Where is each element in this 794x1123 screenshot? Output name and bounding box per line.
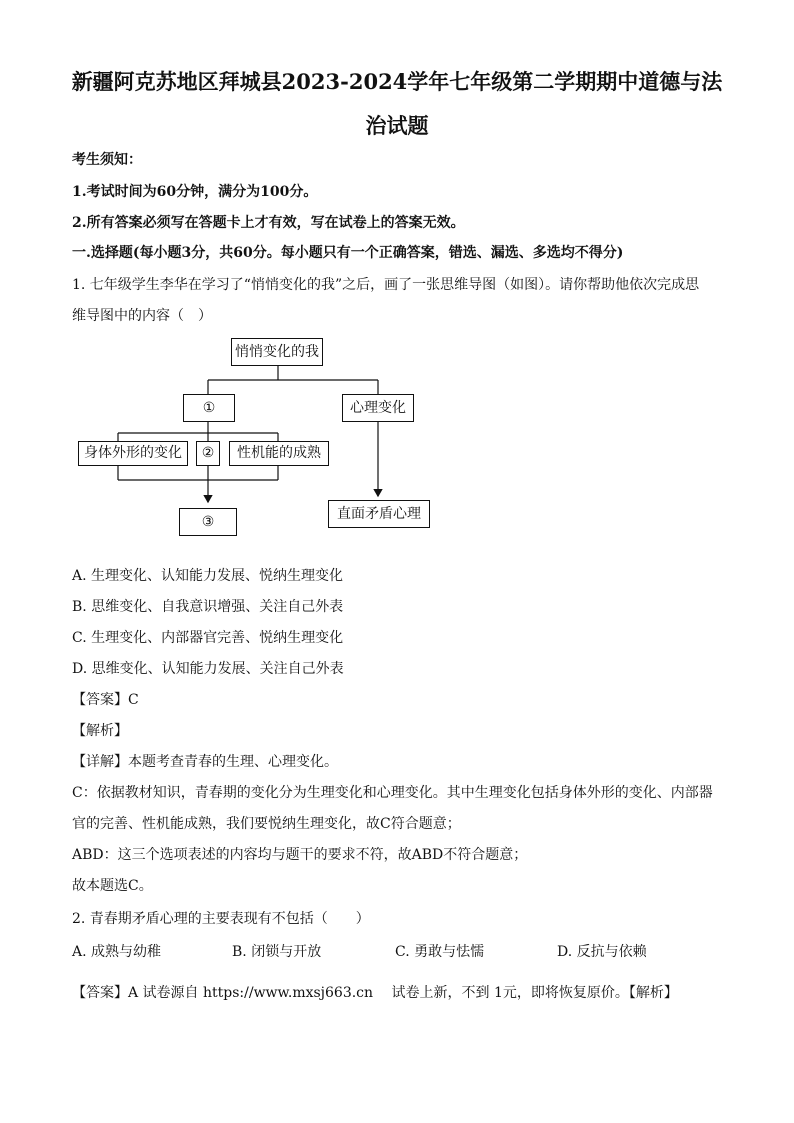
q2-option-a: A. 成熟与幼稚 [72,944,162,960]
node-root: 悄悄变化的我 [231,338,323,366]
q1-explain-line2: 官的完善、性机能成熟，我们要悦纳生理变化，故C符合题意； [72,816,461,832]
node-body-change: 身体外形的变化 [78,441,188,466]
mind-map-diagram [70,330,470,550]
q2-option-d: D. 反抗与依赖 [557,944,647,960]
notice-heading: 考生须知： [72,152,142,168]
q1-explain-line1: C：依据教材知识，青春期的变化分为生理变化和心理变化。其中生理变化包括身体外形的变化、内部器 [72,785,713,801]
q1-analysis-label: 【解析】 [72,723,128,739]
node-blank-2: ② [196,441,220,466]
q2-stem: 2. 青春期矛盾心理的主要表现有不包括（ ） [72,911,370,927]
node-blank-1: ① [183,394,235,422]
exam-title-line1: 新疆阿克苏地区拜城县2023-2024学年七年级第二学期期中道德与法 [71,69,723,94]
notice-item-1: 1.考试时间为60分钟，满分为100分。 [72,184,318,200]
q1-option-c: C. 生理变化、内部器官完善、悦纳生理变化 [72,630,344,646]
q1-option-b: B. 思维变化、自我意识增强、关注自己外表 [72,599,344,615]
section-heading: 一.选择题(每小题3分，共60分。每小题只有一个正确答案，错选、漏选、多选均不得分) [72,245,624,261]
exam-title-line2: 治试题 [365,113,429,138]
q2-option-b: B. 闭锁与开放 [232,944,322,960]
q1-detail: 【详解】本题考查青春的生理、心理变化。 [72,754,338,770]
q1-explain-line3: ABD：这三个选项表述的内容均与题干的要求不符，故ABD不符合题意； [72,847,528,863]
node-psych-change: 心理变化 [342,394,414,422]
q1-option-d: D. 思维变化、认知能力发展、关注自己外表 [72,661,344,677]
notice-item-2: 2.所有答案必须写在答题卡上才有效，写在试卷上的答案无效。 [72,215,465,231]
q1-stem-line1: 1. 七年级学生李华在学习了“悄悄变化的我”之后，画了一张思维导图（如图）。请你帮助他依次完成思 [72,277,700,293]
q1-option-a: A. 生理变化、认知能力发展、悦纳生理变化 [72,568,344,584]
q2-answer-line: 【答案】A 试卷源自 https://www.mxsj663.cn 试卷上新，不到 1元，即将恢复原价。【解析】 [72,985,678,1001]
q2-option-c: C. 勇敢与怯懦 [395,944,485,960]
q1-stem-line2: 维导图中的内容（ ） [72,308,212,324]
q1-answer: 【答案】C [72,692,139,708]
q1-conclusion: 故本题选C。 [72,878,153,894]
node-blank-3: ③ [179,508,237,536]
node-sex-maturity: 性机能的成熟 [229,441,329,466]
node-face-conflict: 直面矛盾心理 [328,500,430,528]
